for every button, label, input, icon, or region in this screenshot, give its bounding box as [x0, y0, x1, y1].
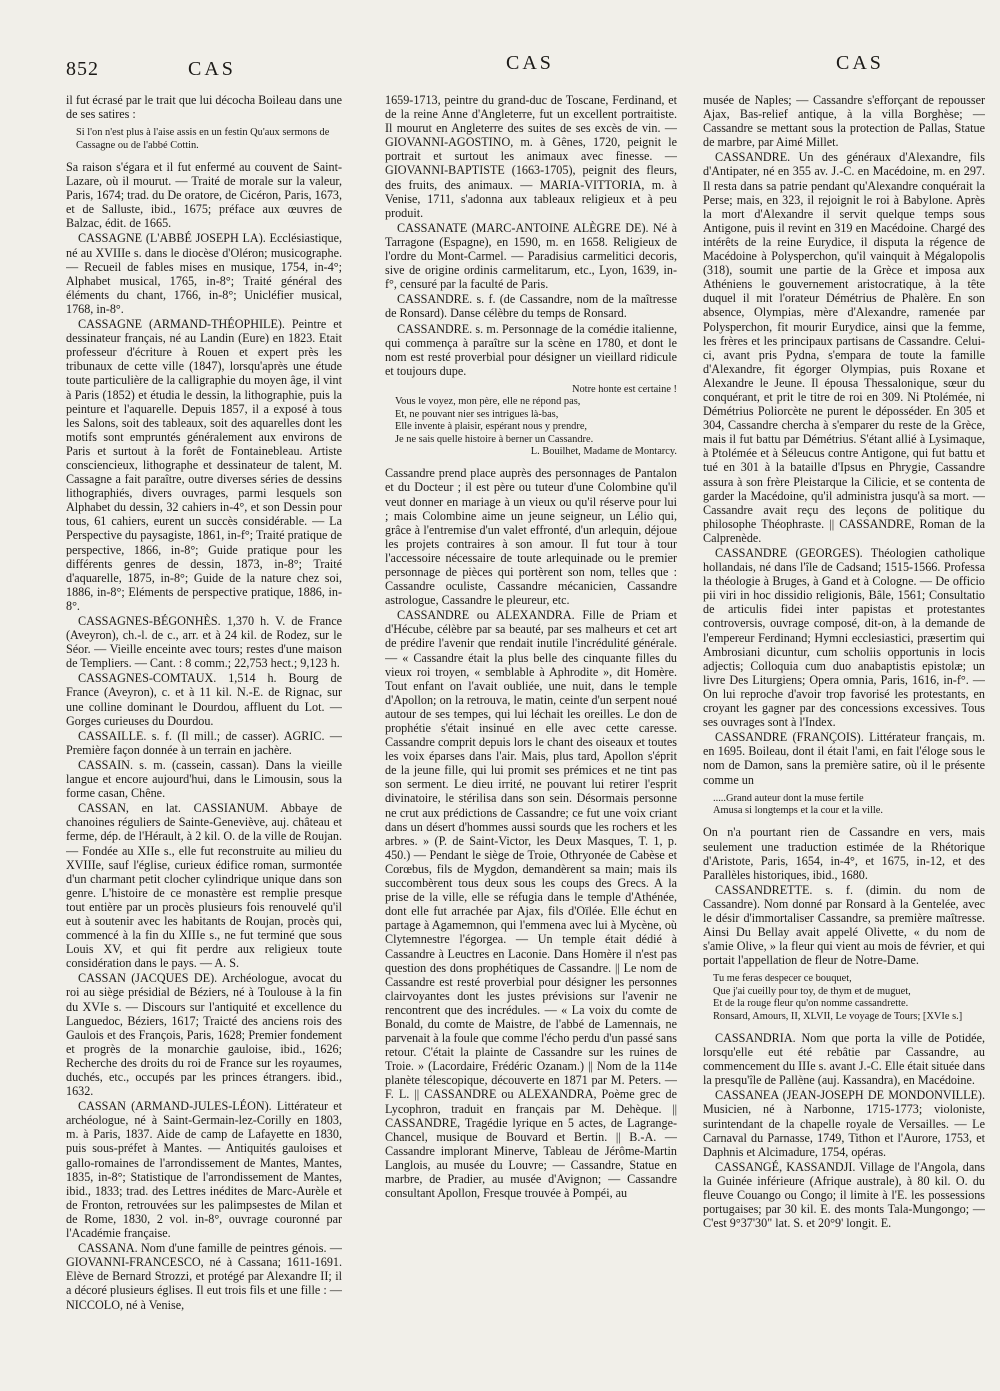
verse-attribution: L. Bouilhet, Madame de Montarcy. — [530, 445, 677, 457]
dictionary-entry: CASSANDRE ou ALEXANDRA. Fille de Priam et d'Hécube, célèbre par sa beauté, par ses malheurs et cet art de prédire l'avenir que rendait inutile l'incrédulité générale. — « Cassandre était la plus belle des cinquante filles du vieux roi troyen, « semblable à Aphrodite », dit Homère. Tout enfant on l'avait oubliée, une nuit, dans le temple d'Apollon; on la retrouva, le matin, ceinte d'un serpent noué autour de ses tempes, qui lui léchait les oreilles. Le don de prophétie s'était insinué en elle avec cette caresse. Cassandre comprit depuis lors le chant des oiseaux et toutes les voix éparses dans l'air. Mais, plus tard, Apollon s'éprit de la jeune fille, qui lui promit ses prémices et ne tint pas son serment. Le dieu irrité, ne pouvant lui retirer l'esprit divinatoire, le stérilisa dans son sein. Désormais personne ne crut aux prédictions de Cassandre; ce fut une voix criant dans un désert d'hommes aussi sourds que les rochers et les arbres. » (P. de Saint-Victor, les Deux Masques, T. 1, p. 450.) — Pendant le siège de Troie, Othryonée de Cabèse et Corœbus, fils de Mygdon, demandèrent sa main; mais ils succombèrent tous deux sous les coups des Grecs. A la prise de la ville, elle se réfugia dans le temple d'Athénée, dont elle fut arrachée par Ajax, fils d'Oïlée. Elle échut en partage à Agamemnon, qui l'emmena avec lui à Mycène, où Clytemnestre l'égorgea. — Un temple était dédié à Cassandre à Leuctres en Laconie. Dans Homère il n'est pas question des dons prophétiques de Cassandre. || Le nom de Cassandre est resté proverbial pour désigner les personnes clairvoyantes dont les justes prévisions sur l'avenir ne rencontrent que des incrédules. — « La voix du comte de Bonald, du comte de Maistre, de l'abbé de Lamennais, ne parvenait à la foule que comme l'écho perdu d'un passé sans retour. C'était la plainte de Cassandre sur les ruines de Troie. » (Lacordaire, Frédéric Ozanam.) || Nom de la 114e planète télescopique, découverte en 1871 par M. Peters. — F. L. || CASSANDRE ou ALEXANDRA, Poème grec de Lycophron, traduit en français par M. Dehèque. || CASSANDRE, Tragédie lyrique en 5 actes, de Lagrange-Chancel, musique de Bouvard et Bertin. || B.-A. — Cassandre implorant Minerve, Tableau de Jérôme-Martin Langlois, au musée du Louvre; — Cassandre, Statue en marbre, de Pradier, au musée d'Avignon; — Cassandre consultant Apollon, Fresque trouvée à Pompéi, au — [385, 608, 677, 1201]
dictionary-entry: CASSAN (JACQUES DE). Archéologue, avocat du roi au siège présidial de Béziers, né à Toulouse à la fin du XVIe s. — Discours sur l'antiquité et excellence du Languedoc, Béziers, 1617; Traicté des anciens rois des Gaulois et des François, Paris, 1628; Premier fondement et progrès de la monarchie gauloise, ibid., 1626; Recherche des droits du roi de France sur les royaumes, duchés, etc., occupés par les princes étrangers. ibid., 1632. — [66, 971, 342, 1099]
dictionary-entry: CASSANATE (MARC-ANTOINE ALÈGRE DE). Né à Tarragone (Espagne), en 1590, m. en 1658. Religieux de l'ordre du Mont-Carmel. — Paradisius carmelitici decoris, sive de origine ordinis carmelitarum, etc., Lyon, 1639, in-f°, censuré par la faculté de Paris. — [385, 220, 677, 292]
page-header — [66, 50, 942, 90]
verse-line: Notre honte est certaine ! — [571, 383, 677, 395]
dictionary-entry: CASSANDRE. s. f. (de Cassandre, nom de la maîtresse de Ronsard). Danse célèbre du temps de Ronsard. — [385, 292, 677, 321]
dictionary-entry: CASSAGNES-BÉGONHÈS. 1,370 h. V. de France (Aveyron), ch.-l. de c., arr. et à 24 kil. de Rodez, sur le Séor. — Vieille enceinte avec tours; restes d'une maison de Templiers. — Cant. : 8 comm.; 22,753 hect.; 9,123 h. — [66, 614, 342, 671]
verse-quote — [703, 973, 985, 1023]
dictionary-entry: CASSAGNES-COMTAUX. 1,514 h. Bourg de France (Aveyron), c. et à 11 kil. N.-E. de Rignac, sur une colline dominant le Dourdou, affluent du Lot. — Gorges curieuses du Dourdou. — [66, 671, 342, 728]
paragraph: Cassandre prend place auprès des personnages de Pantalon et du Docteur ; il est père ou tuteur d'une Colombine qu'il veut donner en mariage à un vieux ou qu'il réserve pour lui ; mais Colombine aime un jeune seigneur, un Lélio qui, grâce à l'entremise d'un valet effronté, d'un arlequin, déjoue les projets contraires à son amour. Il fut tour à tour l'accessoire nécessaire de toute arlequinade ou le premier personnage de pièces qui portèrent son nom, telles que : Cassandre oculiste, Cassandre mécanicien, Cassandre astrologue, Cassandre le pleureur, etc. — [385, 466, 677, 608]
verse-line: Vous le voyez, mon père, elle ne répond pas, — [395, 396, 581, 408]
paragraph: musée de Naples; — Cassandre s'efforçant de repousser Ajax, Bas-relief antique, à la villa Borghèse; — Cassandre se mettant sous la protection de Pallas, Statue de marbre, par Aimé Millet. — [703, 93, 985, 150]
text-column-left — [66, 93, 342, 1378]
dictionary-entry: CASSANDRETTE. s. f. (dimin. du nom de Cassandre). Nom donné par Ronsard à la Gentelée, avec le désir d'immortaliser Cassandre, sa première maîtresse. Ainsi Du Bellay avait appelé Olivette, « du nom de s'amie Olive, » la fleur qui vient au mois de février, et qui portait l'appellation de fleur de Notre-Dame. — [703, 882, 985, 968]
text-column-right — [703, 93, 985, 1378]
dictionary-entry: CASSANDRE (FRANÇOIS). Littérateur français, m. en 1695. Boileau, dont il était l'ami, en fait l'éloge sous le nom de Damon, sans la première satire, où il le présente comme un — [703, 730, 985, 787]
page-number: 852 — [66, 58, 99, 80]
dictionary-entry: CASSANDRE (GEORGES). Théologien catholique hollandais, né dans l'île de Cadsand; 1515-1566. Professa la théologie à Bruges, à Gand et à Cologne. — De officio pii viri in hoc dissidio religionis, Bâle, 1561; Consultatio de articulis fidei inter papistas et protestantes controversis, ouvrage composé, dit-on, à la demande de l'empereur Ferdinand; Hymni ecclesiastici, præsertim qui Ambrosiani dicuntur, cum scholiis opportunis in locis adjectis; Colloquia cum duo anabaptistis epistolæ; un livre Des Liturgiens; Opera omnia, Paris, 1616, in-f°. — On lui reproche d'avoir trop favorisé les protestants, en croyant les gagner par des concessions excessives. Tous ses ouvrages sont à l'Index. — [703, 546, 985, 730]
text-column-middle — [385, 93, 677, 1378]
running-head-right: CAS — [836, 52, 884, 74]
dictionary-entry: CASSANGÉ, KASSANDJI. Village de l'Angola, dans la Guinée inférieure (Afrique australe), à 80 kil. O. du fleuve Couango ou Congo; il limite à l'E. les possessions portugaises; par 30 kil. E. des monts Tala-Mungongo; — C'est 9°37'30" lat. S. et 20°9' longit. E. — [703, 1159, 985, 1231]
verse-attribution: Ronsard, Amours, II, XLVII, Le voyage de Tours; [XVIe s.] — [713, 1010, 963, 1022]
dictionary-entry: CASSAGNE (L'ABBÉ JOSEPH LA). Ecclésiastique, né au XVIIIe s. dans le diocèse d'Oléron; musicographe. — Recueil de fables mises en musique, 1754, in-4°; Alphabet musical, 1765, in-8°; Traité général des éléments du chant, 1766, in-8°; Unicléfier musical, 1768, in-8°. — [66, 231, 342, 316]
verse-line: .....Grand auteur dont la muse fertile — [713, 792, 864, 804]
dictionary-entry: CASSAN (ARMAND-JULES-LÉON). Littérateur et archéologue, né à Saint-Germain-lez-Corilly en 1803, m. à Paris, 1837. Aide de camp de Lafayette en 1830, puis sous-préfet à Mantes. — Antiquités gauloises et gallo-romaines de l'arrondissement de Mantes, Mantes, 1835, in-8°; Statistique de l'arrondissement de Mantes, ibid., 1833; trad. des Lettres inédites de Marc-Aurèle et de Fronton, retrouvées sur les palimpsestes de Milan et de Rome, 1830, 2 vol. in-8°, ouvrage couronné par l'Académie française. — [66, 1099, 342, 1241]
dictionary-entry: CASSANEA (JEAN-JOSEPH DE MONDONVILLE). Musicien, né à Narbonne, 1715-1773; violoniste, surintendant de la chapelle royale de Versailles. — Le Carnaval du Parnasse, 1749, Tithon et l'Aurore, 1753, et Daphnis et Alcimadure, 1754, opéras. — [703, 1088, 985, 1159]
dictionary-entry: CASSAGNE (ARMAND-THÉOPHILE). Peintre et dessinateur français, né au Landin (Eure) en 1823. Etait professeur d'écriture à Rouen et expert près les tribunaux de cette ville (1847), lorsqu'après une étude toute particulière de la calligraphie du moyen âge, il vint à Paris (1852) et étudia le dessin, la lithographie, puis la peinture et l'aquarelle. Depuis 1857, il a exposé à tous les Salons, soit des tableaux, soit des aquarelles dont les motifs sont empruntés généralement aux environs de Paris et surtout à la forêt de Fontainebleau. Artiste consciencieux, lithographe et dessinateur de talent, M. Cassagne a fait paraître, outre diverses séries de dessins lithographiés, divers ouvrages, parmi lesquels son Alphabet du dessin, 32 cahiers in-4°, et son Dessin pour tous, 61 cahiers, eurent un succès considérable. — La Perspective du paysagiste, 1861, in-f°; Traité pratique de perspective, 1866, in-8°; Guide pratique pour les différents genres de dessin, 1873, in-8°; Traité d'aquarelle, 1875, in-8°; Guide de la nature chez soi, 1886, in-8°; Eléments de perspective pratique, 1886, in-8°. — [66, 317, 342, 613]
verse-quote — [703, 793, 985, 818]
dictionary-entry: CASSAIN. s. m. (cassein, cassan). Dans la vieille langue et encore aujourd'hui, dans le Limousin, sous la forme casan, Chêne. — [66, 757, 342, 801]
dictionary-entry: CASSAILLE. s. f. (Il mill.; de casser). AGRIC. — Première façon donnée à un terrain en jachère. — [66, 728, 342, 757]
verse-line: Je ne sais quelle histoire à berner un Cassandre. — [395, 433, 594, 445]
running-head-left: CAS — [188, 58, 236, 80]
dictionary-entry: CASSAN, en lat. CASSIANUM. Abbaye de chanoines réguliers de Sainte-Geneviève, auj. château et ferme, dép. de l'Hérault, à 2 kil. O. de la ville de Roujan. — Fondée au XIIe s., elle fut reconstruite au milieu du XVIIIe, sauf l'église, curieux édifice roman, surmontée d'un charmant petit clocher cylindrique unique dans son genre. L'histoire de ce monastère est remplie presque tout entière par un procès plusieurs fois renouvelé qu'il eut à soutenir avec les habitants de Roujan, procès qui, commencé à la fin du XIIIe s., ne fut terminé que sous Louis XV, et qui fit perdre aux religieux toute considération dans le pays. — A. S. — [66, 801, 342, 971]
verse-quote: Si l'on n'est plus à l'aise assis en un festin Qu'aux sermons de Cassagne ou de l'abbé Cottin. — [76, 127, 330, 151]
verse-line: Que j'ai cueilly pour toy, de thym et de muguet, — [713, 985, 911, 997]
verse-line: Et, ne pouvant nier ses intrigues là-bas, — [395, 408, 559, 420]
verse-line: Amusa si longtemps et la cour et la ville. — [713, 805, 883, 816]
verse-quote — [385, 384, 677, 458]
paragraph: 1659-1713, peintre du grand-duc de Toscane, Ferdinand, et de la reine Anne d'Angleterre, fut un excellent portraitiste. Il mourut en Angleterre des suites de ses excès de vin. — GIOVANNI-AGOSTINO, m. à Gênes, 1720, peignit le portrait et surtout les animaux avec finesse. — GIOVANNI-BAPTISTE (1663-1705), peignit des fleurs, des fruits, des animaux. — MARIA-VITTORIA, m. à Venise, 1711, s'adonna aux tableaux religieux et à peu produit. — [385, 93, 677, 220]
paragraph: Sa raison s'égara et il fut enfermé au couvent de Saint-Lazare, où il mourut. — Traité de morale sur la valeur, Paris, 1674; trad. du De oratore, de Cicéron, Paris, 1673, et de Salluste, ibid., 1675; préface aux œuvres de Balzac, édit. de 1665. — [66, 160, 342, 231]
paragraph: il fut écrasé par le trait que lui décocha Boileau dans une de ses satires : — [66, 93, 342, 122]
dictionary-entry: CASSANA. Nom d'une famille de peintres génois. — GIOVANNI-FRANCESCO, né à Cassana; 1611-1691. Elève de Bernard Strozzi, et protégé par Alexandre II; il a décoré plusieurs églises. Il eut trois fils et une fille : — NICCOLO, né à Venise, — [66, 1241, 342, 1312]
paragraph: On n'a pourtant rien de Cassandre en vers, mais seulement une traduction estimée de la Rhétorique d'Aristote, Paris, 1654, in-4°, et 1675, in-12, et des Parallèles historiques, ibid., 1680. — [703, 825, 985, 882]
dictionary-entry: CASSANDRE. Un des généraux d'Alexandre, fils d'Antipater, né en 355 av. J.-C. en Macédoine, m. en 297. Il resta dans sa patrie pendant qu'Alexandre conquérait la Perse; mais, en 323, il rejoignit le roi à Babylone. Après la mort d'Alexandre il servit quelque temps sous Antigone, puis il revint en 319 en Macédoine. Chargé des intérêts de la reine Eurydice, il disputa la régence de Macédoine à Polysperchon, qu'il vainquit à Mégalopolis (318), soumit une partie de la Grèce et imposa aux Athéniens le gouvernement aristocratique, à la tête duquel il mit l'orateur Démétrius de Phalère. En son absence, Olympias, mère d'Alexandre, ramenée par Polysperchon, fit mourir Eurydice, ainsi que la femme, les frères et les principaux partisans de Cassandre. Celui-ci, avant pris Pydna, s'empara de toute la famille d'Alexandre, fit égorger Olympias, puis Roxane et Alexandre le Jeune. Il épousa Thessalonique, sœur du conquérant, et prit le titre de roi en 309. Ni Ptolémée, ni Démétrius Poliorcète ne purent le déposséder. En 305 et 304, Cassandre chercha à s'emparer du reste de la Grèce, mais il fut battu par Démétrius. S'étant allié à Lysimaque, à Ptolémée et à Séleucus contre Antigone, qui fut battu et tué en 301 à la bataille d'Ipsus en Phrygie, Cassandre assura à son frère Pleistarque la Cilicie, et se contenta de garder la Macédoine, qu'il administra jusqu'à sa mort. — Cassandre avait reçu des leçons de politique du philosophe Théophraste. || CASSANDRE, Roman de la Calprenède. — [703, 150, 985, 545]
dictionary-entry: CASSANDRIA. Nom que porta la ville de Potidée, lorsqu'elle eut été rebâtie par Cassandre, au commencement du IIIe s. avant J.-C. Elle était située dans la presqu'île de Pallène (auj. Kassandra), en Macédoine. — [703, 1030, 985, 1088]
dictionary-entry: CASSANDRE. s. m. Personnage de la comédie italienne, qui commença à paraître sur la scène en 1780, et dont le nom est resté proverbial pour désigner un vieillard ridicule et toujours dupe. — [385, 321, 677, 378]
verse-line: Et de la rouge fleur qu'on nomme cassandrette. — [713, 998, 909, 1010]
verse-line: Tu me feras despecer ce bouquet, — [713, 973, 852, 985]
verse-line: Elle invente à plaisir, espérant nous y prendre, — [395, 421, 588, 433]
running-head-center: CAS — [506, 52, 554, 74]
